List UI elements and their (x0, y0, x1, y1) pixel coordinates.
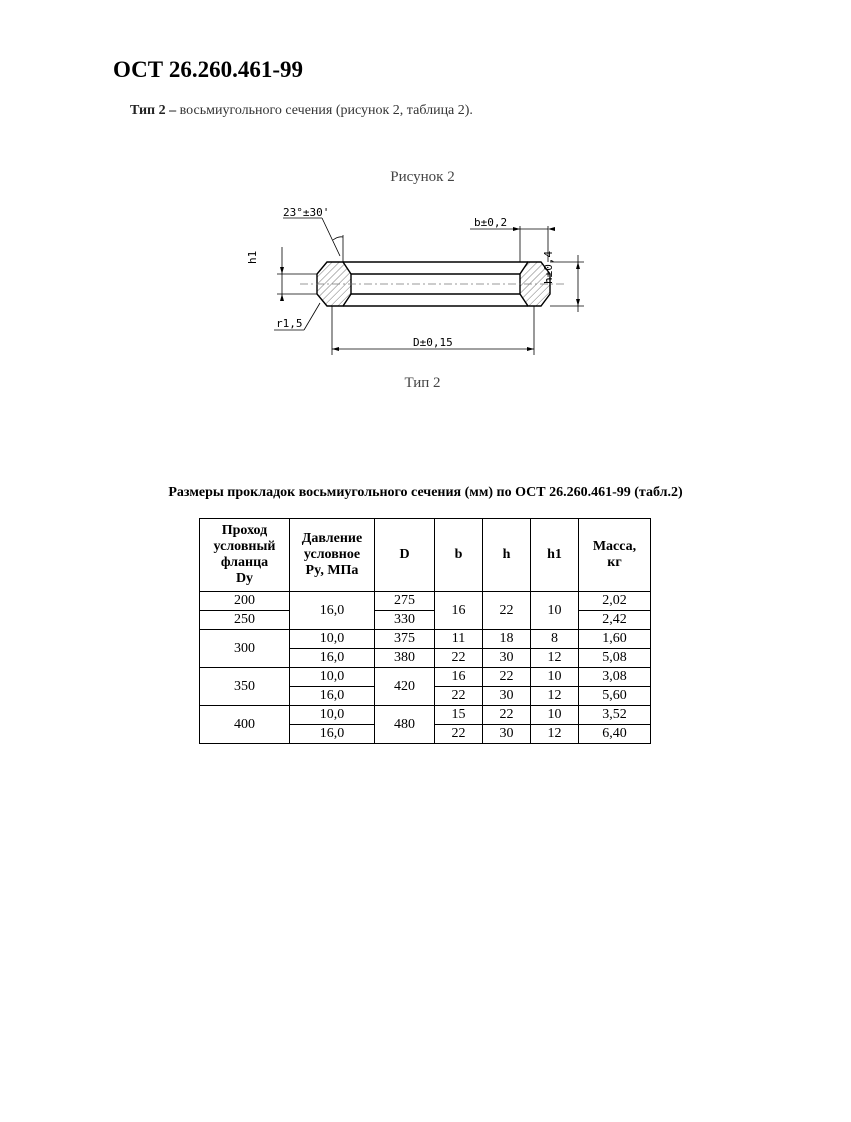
cell-mass: 5,60 (579, 687, 651, 706)
table-row (200, 668, 651, 687)
header-pn: Давление условное Py, МПа (290, 519, 375, 592)
figure-caption: Рисунок 2 (390, 169, 455, 185)
header-h1: h1 (531, 519, 579, 592)
table-row (200, 706, 651, 725)
cell-h: 18 (483, 630, 531, 649)
cell-d: 330 (375, 611, 435, 630)
type-description: восьмиугольного сечения (рисунок 2, таблица 2). (179, 103, 473, 118)
cell-h1: 10 (531, 668, 579, 687)
dimensions-table (199, 518, 651, 744)
cell-pn: 16,0 (290, 725, 375, 744)
cell-h1: 10 (531, 706, 579, 725)
header-h: h (483, 519, 531, 592)
cell-b: 22 (435, 687, 483, 706)
table-header-row (200, 519, 651, 592)
cell-h: 22 (483, 668, 531, 687)
r-dim-label: r1,5 (276, 317, 303, 330)
cell-h: 30 (483, 687, 531, 706)
h1-dim-label: h1 (246, 250, 259, 264)
cell-h: 30 (483, 725, 531, 744)
table-row (200, 592, 651, 611)
h-dim-label: h±0,4 (542, 250, 555, 284)
cell-b: 11 (435, 630, 483, 649)
cell-b: 16 (435, 592, 483, 630)
header-b: b (435, 519, 483, 592)
cell-b: 16 (435, 668, 483, 687)
cell-mass: 3,52 (579, 706, 651, 725)
header-d: D (375, 519, 435, 592)
table-row (200, 630, 651, 649)
d-dim-label: D±0,15 (413, 336, 453, 349)
cell-d: 420 (375, 668, 435, 706)
table-row (200, 611, 651, 630)
header-dn: Проход условный фланца Dy (200, 519, 290, 592)
angle-dim-label: 23°±30' (283, 206, 330, 219)
cell-mass: 2,42 (579, 611, 651, 630)
cell-h1: 8 (531, 630, 579, 649)
cell-pn: 10,0 (290, 668, 375, 687)
b-dim-label: b±0,2 (474, 216, 508, 229)
cell-dn: 400 (200, 706, 290, 744)
cell-h: 22 (483, 706, 531, 725)
cell-mass: 5,08 (579, 649, 651, 668)
cell-pn: 10,0 (290, 630, 375, 649)
table-title: Размеры прокладок восьмиугольного сечения (мм) по ОСТ 26.260.461-99 (табл.2) (168, 485, 683, 500)
cell-mass: 6,40 (579, 725, 651, 744)
cell-h1: 12 (531, 649, 579, 668)
cell-dn: 300 (200, 630, 290, 668)
cell-pn: 16,0 (290, 649, 375, 668)
cell-mass: 2,02 (579, 592, 651, 611)
gasket-drawing (246, 196, 592, 364)
cell-dn: 250 (200, 611, 290, 630)
cell-h1: 12 (531, 687, 579, 706)
figure-subcaption: Тип 2 (404, 375, 441, 391)
cell-d: 275 (375, 592, 435, 611)
intro-paragraph (130, 103, 473, 119)
cell-h: 30 (483, 649, 531, 668)
cell-mass: 1,60 (579, 630, 651, 649)
type-label: Тип 2 – (130, 103, 177, 118)
cell-b: 15 (435, 706, 483, 725)
cell-h1: 10 (531, 592, 579, 630)
cell-d: 375 (375, 630, 435, 649)
document-title: ОСТ 26.260.461-99 (113, 57, 304, 82)
cell-b: 22 (435, 725, 483, 744)
cell-d: 380 (375, 649, 435, 668)
cell-h: 22 (483, 592, 531, 630)
cell-dn: 200 (200, 592, 290, 611)
cell-h1: 12 (531, 725, 579, 744)
cell-pn: 16,0 (290, 687, 375, 706)
cell-dn: 350 (200, 668, 290, 706)
header-mass: Масса, кг (579, 519, 651, 592)
cell-mass: 3,08 (579, 668, 651, 687)
cell-pn: 10,0 (290, 706, 375, 725)
cell-pn: 16,0 (290, 592, 375, 630)
cell-b: 22 (435, 649, 483, 668)
cell-d: 480 (375, 706, 435, 744)
